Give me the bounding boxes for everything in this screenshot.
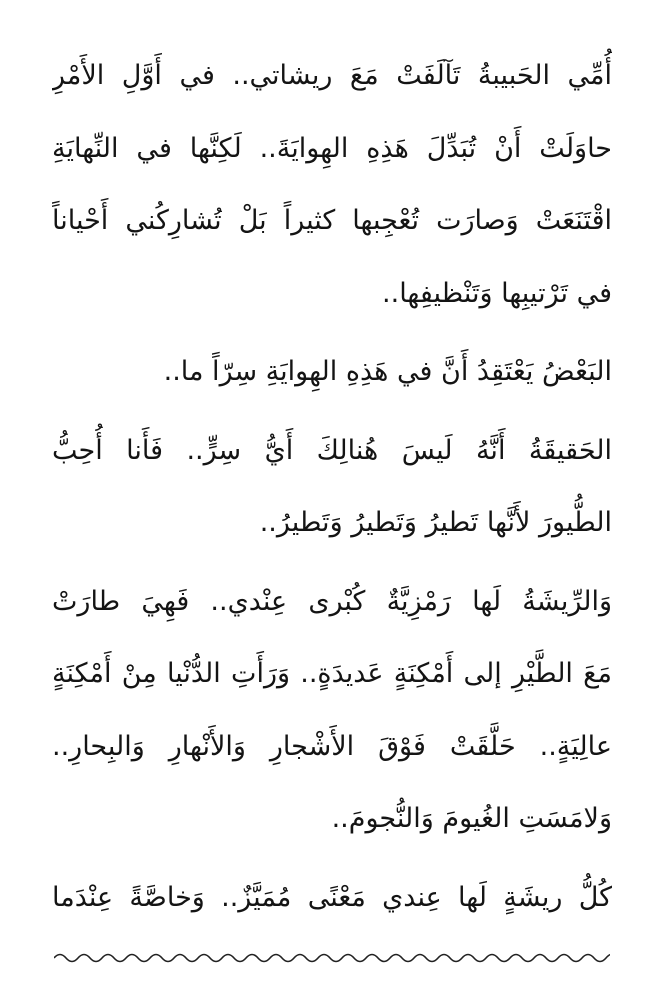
text-line: الحَقيقَةُ أَنَّهُ لَيسَ هُنالِكَ أَيُّ سِرٍّ.. فَأَنا أُحِبُّ (52, 434, 612, 466)
text-line: وَلامَسَتِ الغُيومَ وَالنُّجومَ.. (331, 803, 612, 834)
paragraph-1 (52, 40, 612, 330)
text-line: البَعْضُ يَعْتَقِدُ أَنَّ في هَذِهِ الهِوايَةِ سِرّاً ما.. (163, 356, 612, 387)
wavy-divider (54, 948, 610, 968)
text-line: مَعَ الطَّيْرِ إلى أَمْكِنَةٍ عَديدَةٍ.. وَرَأَتِ الدُّنْيا مِنْ أَمْكِنَةٍ (52, 658, 612, 689)
paragraph-3 (52, 415, 612, 560)
paragraph-4 (52, 566, 612, 856)
text-line: الطُّيورَ لأَنَّها تَطيرُ وَتَطيرُ وَتَطيرُ.. (259, 507, 612, 538)
text-line: عالِيَةٍ.. حَلَّقَتْ فَوْقَ الأَشْجارِ وَالأَنْهارِ وَالبِحارِ.. (52, 730, 612, 762)
text-line: في تَرْتيبِها وَتَنْظيفِها.. (382, 277, 612, 309)
paragraph-2 (52, 336, 612, 409)
paragraph-5 (52, 862, 612, 935)
wavy-line (54, 955, 610, 962)
text-line: أُمِّي الحَبيبةُ تَآلَفَتْ مَعَ ريشاتي.. في أَوَّلِ الأَمْرِ (52, 60, 612, 91)
text-line: اقْتَنَعَتْ وَصارَت تُعْجِبها كثيراً بَلْ تُشارِكُني أَحْياناً (52, 205, 612, 236)
story-text (52, 40, 612, 934)
text-line: وَالرِّيشَةُ لَها رَمْزِيَّةٌ كُبْرى عِنْدي.. فَهِيَ طارَتْ (52, 585, 612, 617)
text-line: حاوَلَتْ أَنْ تُبَدِّلَ هَذِهِ الهِوايَةَ.. لَكِنَّها في النِّهايَةِ (52, 132, 612, 164)
text-line: كُلُّ ريشَةٍ لَها عِندي مَعْنًى مُمَيَّزٌ.. وَخاصَّةً عِنْدَما (52, 881, 612, 913)
